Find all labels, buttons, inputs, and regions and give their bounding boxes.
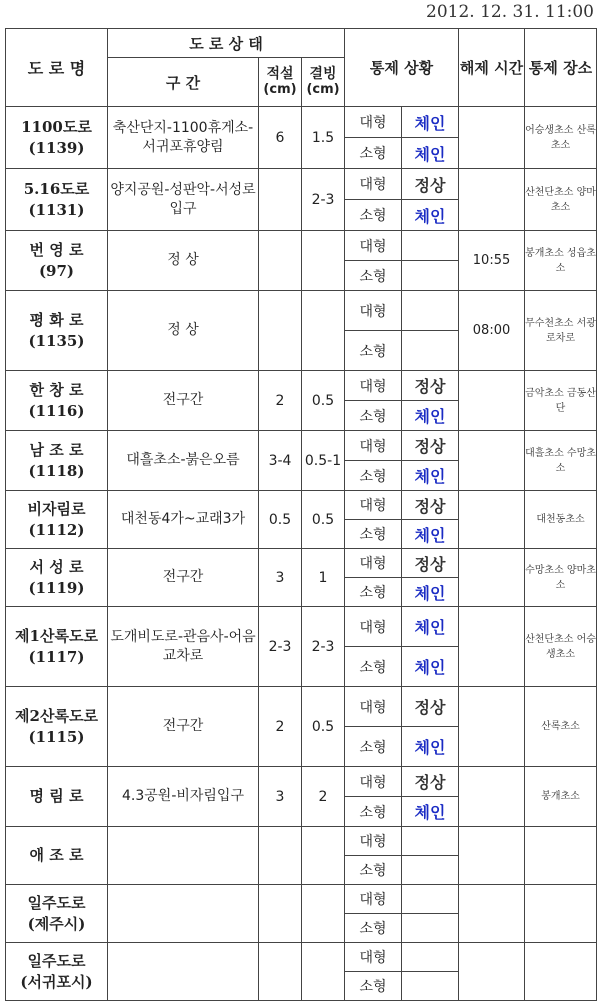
large-vehicle-status: 체인 bbox=[402, 607, 459, 647]
road-code: (1135) bbox=[28, 331, 85, 350]
large-vehicle-status: 정상 bbox=[402, 549, 459, 578]
section-cell: 정 상 bbox=[108, 291, 259, 371]
header-ice-unit: (cm) bbox=[306, 82, 340, 97]
vehicle-small-label: 소형 bbox=[345, 461, 402, 491]
large-vehicle-status bbox=[402, 231, 459, 261]
control-place-cell: 산천단초소 어승생초소 bbox=[525, 607, 597, 687]
ice-cell: 2-3 bbox=[302, 169, 345, 231]
road-name-cell bbox=[6, 885, 108, 943]
road-name: 제1산록도로 bbox=[15, 626, 98, 645]
release-time-cell: 08:00 bbox=[459, 291, 525, 371]
small-vehicle-status: 체인 bbox=[402, 200, 459, 231]
snow-depth-cell: 0.5 bbox=[259, 491, 302, 549]
road-name: 명 림 로 bbox=[29, 787, 84, 805]
header-snow-unit: (cm) bbox=[263, 82, 297, 97]
release-time-cell bbox=[459, 943, 525, 1001]
control-place-cell: 무수천초소 서광로차로 bbox=[525, 291, 597, 371]
section-cell: 축산단지-1100휴게소-서귀포휴양림 bbox=[108, 107, 259, 169]
small-vehicle-status: 체인 bbox=[402, 401, 459, 431]
control-place-cell bbox=[525, 943, 597, 1001]
snow-depth-cell: 2 bbox=[259, 687, 302, 767]
large-vehicle-status: 체인 bbox=[402, 107, 459, 138]
header-ice-label: 결빙 bbox=[309, 66, 337, 82]
header-snow-label: 적설 bbox=[266, 66, 294, 82]
timestamp: 2012. 12. 31. 11:00 bbox=[426, 2, 594, 22]
table-row bbox=[6, 943, 597, 972]
control-place-cell bbox=[525, 885, 597, 943]
table-row bbox=[6, 491, 597, 520]
section-cell: 4.3공원-비자림입구 bbox=[108, 767, 259, 827]
section-cell: 양지공원-성판악-서성로입구 bbox=[108, 169, 259, 231]
road-name-cell bbox=[6, 431, 108, 491]
vehicle-small-label: 소형 bbox=[345, 401, 402, 431]
large-vehicle-status: 정상 bbox=[402, 491, 459, 520]
vehicle-large-label: 대형 bbox=[345, 607, 402, 647]
large-vehicle-status bbox=[402, 885, 459, 914]
release-time-cell bbox=[459, 169, 525, 231]
ice-cell bbox=[302, 827, 345, 885]
vehicle-small-label: 소형 bbox=[345, 520, 402, 549]
road-name-cell bbox=[6, 107, 108, 169]
small-vehicle-status: 체인 bbox=[402, 520, 459, 549]
road-name: 서 성 로 bbox=[29, 557, 84, 576]
vehicle-large-label: 대형 bbox=[345, 491, 402, 520]
ice-cell bbox=[302, 291, 345, 371]
road-name-cell bbox=[6, 371, 108, 431]
road-name: 일주도로 bbox=[27, 951, 86, 970]
table-row bbox=[6, 687, 597, 727]
small-vehicle-status bbox=[402, 261, 459, 291]
section-cell: 도개비도로-관음사-어음교차로 bbox=[108, 607, 259, 687]
table-row bbox=[6, 107, 597, 138]
snow-depth-cell bbox=[259, 169, 302, 231]
road-code: (1119) bbox=[28, 578, 85, 597]
road-name: 제2산록도로 bbox=[15, 706, 98, 725]
small-vehicle-status bbox=[402, 914, 459, 943]
road-name-cell bbox=[6, 231, 108, 291]
control-place-cell bbox=[525, 827, 597, 885]
road-code: (1115) bbox=[28, 727, 85, 746]
vehicle-large-label: 대형 bbox=[345, 291, 402, 331]
road-code: (97) bbox=[38, 261, 75, 280]
header-snow-depth bbox=[259, 58, 302, 107]
release-time-cell bbox=[459, 767, 525, 827]
road-code: (1139) bbox=[28, 138, 85, 157]
release-time-cell bbox=[459, 549, 525, 607]
release-time-cell bbox=[459, 431, 525, 491]
header-control-place: 통제 장소 bbox=[525, 29, 597, 107]
vehicle-small-label: 소형 bbox=[345, 856, 402, 885]
ice-cell: 0.5-1 bbox=[302, 431, 345, 491]
snow-depth-cell bbox=[259, 291, 302, 371]
control-place-cell: 금악초소 금동산단 bbox=[525, 371, 597, 431]
table-row bbox=[6, 549, 597, 578]
release-time-cell: 10:55 bbox=[459, 231, 525, 291]
ice-cell bbox=[302, 231, 345, 291]
vehicle-small-label: 소형 bbox=[345, 331, 402, 371]
vehicle-large-label: 대형 bbox=[345, 687, 402, 727]
section-cell bbox=[108, 943, 259, 1001]
vehicle-large-label: 대형 bbox=[345, 767, 402, 797]
road-name-cell bbox=[6, 549, 108, 607]
snow-depth-cell bbox=[259, 231, 302, 291]
vehicle-small-label: 소형 bbox=[345, 261, 402, 291]
road-code: (서귀포시) bbox=[20, 972, 93, 991]
road-code: (1117) bbox=[28, 647, 85, 666]
header-road-status: 도 로 상 태 bbox=[108, 29, 345, 58]
ice-cell: 0.5 bbox=[302, 687, 345, 767]
section-cell bbox=[108, 827, 259, 885]
table-row bbox=[6, 607, 597, 647]
section-cell bbox=[108, 885, 259, 943]
header-release-time: 해제 시간 bbox=[459, 29, 525, 107]
control-place-cell: 산천단초소 양마초소 bbox=[525, 169, 597, 231]
release-time-cell bbox=[459, 687, 525, 767]
release-time-cell bbox=[459, 107, 525, 169]
table-row bbox=[6, 231, 597, 261]
snow-depth-cell: 3 bbox=[259, 767, 302, 827]
section-cell: 전구간 bbox=[108, 371, 259, 431]
vehicle-small-label: 소형 bbox=[345, 727, 402, 767]
header-control-status: 통제 상황 bbox=[345, 29, 459, 107]
ice-cell: 1.5 bbox=[302, 107, 345, 169]
snow-depth-cell bbox=[259, 885, 302, 943]
large-vehicle-status bbox=[402, 827, 459, 856]
snow-depth-cell bbox=[259, 943, 302, 1001]
vehicle-large-label: 대형 bbox=[345, 827, 402, 856]
control-place-cell: 수망초소 양마초소 bbox=[525, 549, 597, 607]
release-time-cell bbox=[459, 491, 525, 549]
road-code: (제주시) bbox=[27, 914, 86, 933]
small-vehicle-status: 체인 bbox=[402, 647, 459, 687]
vehicle-large-label: 대형 bbox=[345, 431, 402, 461]
table-row bbox=[6, 827, 597, 856]
large-vehicle-status: 정상 bbox=[402, 431, 459, 461]
ice-cell: 0.5 bbox=[302, 491, 345, 549]
control-place-cell: 대흘초소 수망초소 bbox=[525, 431, 597, 491]
vehicle-small-label: 소형 bbox=[345, 972, 402, 1001]
road-name: 일주도로 bbox=[27, 893, 86, 912]
vehicle-large-label: 대형 bbox=[345, 885, 402, 914]
road-code: (1118) bbox=[28, 461, 85, 480]
ice-cell: 2-3 bbox=[302, 607, 345, 687]
small-vehicle-status bbox=[402, 856, 459, 885]
vehicle-small-label: 소형 bbox=[345, 578, 402, 607]
road-name: 비자림로 bbox=[27, 499, 86, 518]
vehicle-large-label: 대형 bbox=[345, 107, 402, 138]
header-road-name: 도 로 명 bbox=[6, 29, 108, 107]
small-vehicle-status: 체인 bbox=[402, 727, 459, 767]
control-place-cell: 산록초소 bbox=[525, 687, 597, 767]
section-cell: 대천동4가~교래3가 bbox=[108, 491, 259, 549]
road-name-cell bbox=[6, 943, 108, 1001]
road-name: 5.16도로 bbox=[23, 179, 90, 198]
control-place-cell: 봉개초소 bbox=[525, 767, 597, 827]
road-name: 평 화 로 bbox=[29, 310, 84, 329]
road-name: 번 영 로 bbox=[29, 240, 84, 259]
control-place-cell: 봉개초소 성읍초소 bbox=[525, 231, 597, 291]
large-vehicle-status: 정상 bbox=[402, 687, 459, 727]
release-time-cell bbox=[459, 371, 525, 431]
road-name: 남 조 로 bbox=[29, 440, 84, 459]
small-vehicle-status: 체인 bbox=[402, 797, 459, 827]
small-vehicle-status: 체인 bbox=[402, 138, 459, 169]
control-place-cell: 어승생초소 산록초소 bbox=[525, 107, 597, 169]
release-time-cell bbox=[459, 827, 525, 885]
table-row bbox=[6, 169, 597, 200]
road-name: 1100도로 bbox=[21, 117, 92, 136]
vehicle-small-label: 소형 bbox=[345, 138, 402, 169]
ice-cell: 1 bbox=[302, 549, 345, 607]
snow-depth-cell: 6 bbox=[259, 107, 302, 169]
release-time-cell bbox=[459, 607, 525, 687]
road-code: (1116) bbox=[28, 401, 85, 420]
large-vehicle-status bbox=[402, 291, 459, 331]
small-vehicle-status: 체인 bbox=[402, 461, 459, 491]
snow-depth-cell: 3-4 bbox=[259, 431, 302, 491]
small-vehicle-status bbox=[402, 972, 459, 1001]
road-control-table bbox=[5, 28, 597, 1001]
road-name: 애 조 로 bbox=[29, 846, 84, 864]
small-vehicle-status: 체인 bbox=[402, 578, 459, 607]
vehicle-small-label: 소형 bbox=[345, 797, 402, 827]
section-cell: 대흘초소-붉은오름 bbox=[108, 431, 259, 491]
road-name-cell bbox=[6, 687, 108, 767]
large-vehicle-status: 정상 bbox=[402, 371, 459, 401]
table-row bbox=[6, 885, 597, 914]
header-ice bbox=[302, 58, 345, 107]
road-name-cell bbox=[6, 291, 108, 371]
large-vehicle-status bbox=[402, 943, 459, 972]
vehicle-large-label: 대형 bbox=[345, 549, 402, 578]
table-row bbox=[6, 291, 597, 331]
section-cell: 정 상 bbox=[108, 231, 259, 291]
road-code: (1131) bbox=[28, 200, 85, 219]
large-vehicle-status: 정상 bbox=[402, 767, 459, 797]
snow-depth-cell: 2 bbox=[259, 371, 302, 431]
small-vehicle-status bbox=[402, 331, 459, 371]
vehicle-large-label: 대형 bbox=[345, 371, 402, 401]
release-time-cell bbox=[459, 885, 525, 943]
vehicle-small-label: 소형 bbox=[345, 200, 402, 231]
section-cell: 전구간 bbox=[108, 687, 259, 767]
road-name-cell bbox=[6, 607, 108, 687]
vehicle-large-label: 대형 bbox=[345, 169, 402, 200]
table-row bbox=[6, 371, 597, 401]
table-row bbox=[6, 767, 597, 797]
section-cell: 전구간 bbox=[108, 549, 259, 607]
road-name-cell bbox=[6, 827, 108, 885]
road-name-cell bbox=[6, 169, 108, 231]
vehicle-small-label: 소형 bbox=[345, 914, 402, 943]
snow-depth-cell: 2-3 bbox=[259, 607, 302, 687]
ice-cell: 2 bbox=[302, 767, 345, 827]
vehicle-large-label: 대형 bbox=[345, 231, 402, 261]
road-name-cell bbox=[6, 491, 108, 549]
road-code: (1112) bbox=[28, 520, 85, 539]
ice-cell: 0.5 bbox=[302, 371, 345, 431]
table-row bbox=[6, 431, 597, 461]
ice-cell bbox=[302, 885, 345, 943]
road-name-cell bbox=[6, 767, 108, 827]
header-section: 구 간 bbox=[108, 58, 259, 107]
control-place-cell: 대천동초소 bbox=[525, 491, 597, 549]
ice-cell bbox=[302, 943, 345, 1001]
road-name: 한 창 로 bbox=[29, 380, 84, 399]
snow-depth-cell bbox=[259, 827, 302, 885]
vehicle-large-label: 대형 bbox=[345, 943, 402, 972]
snow-depth-cell: 3 bbox=[259, 549, 302, 607]
large-vehicle-status: 정상 bbox=[402, 169, 459, 200]
vehicle-small-label: 소형 bbox=[345, 647, 402, 687]
